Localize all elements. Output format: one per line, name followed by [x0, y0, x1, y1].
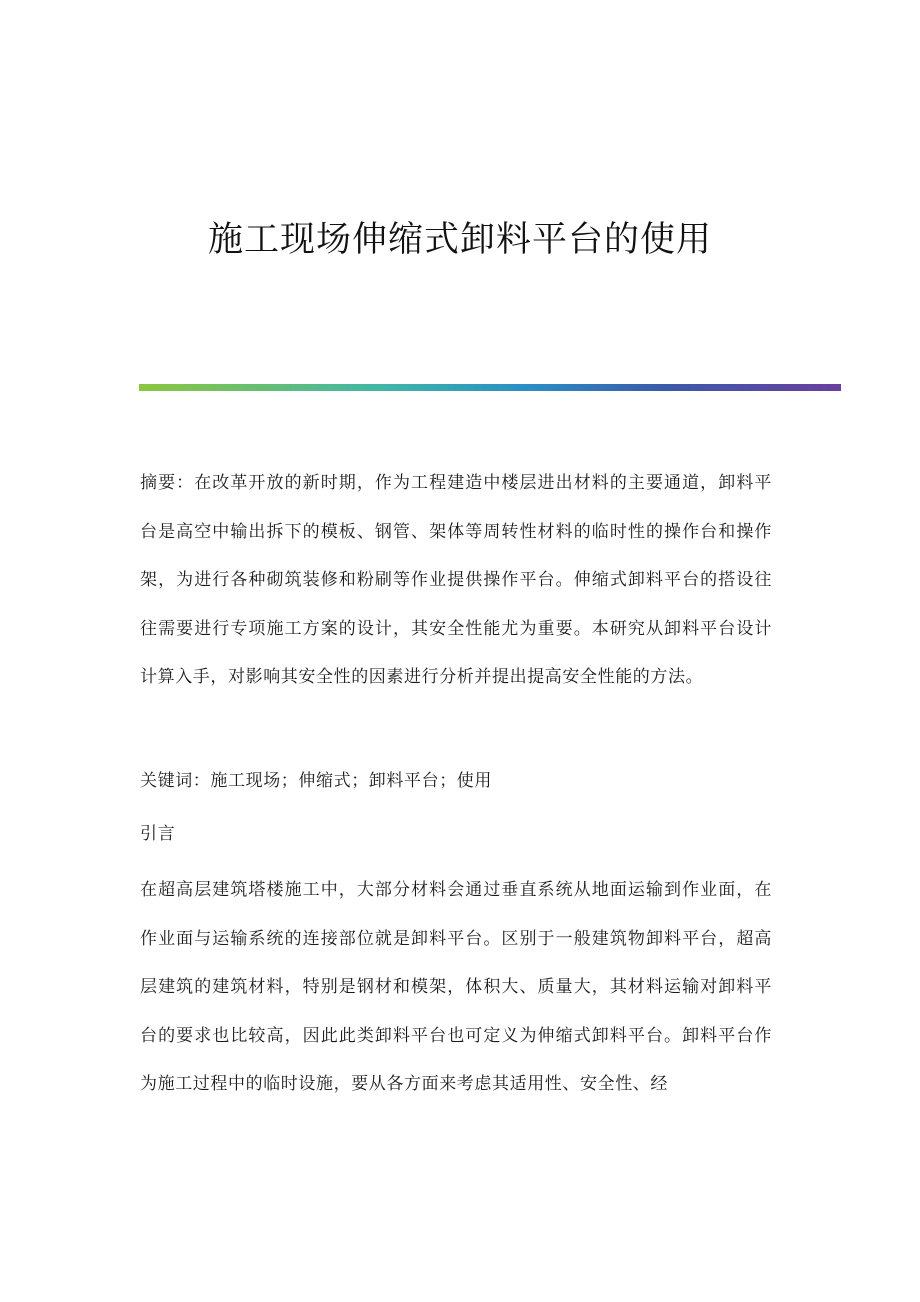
gradient-divider — [139, 384, 841, 391]
document-title: 施工现场伸缩式卸料平台的使用 — [207, 220, 712, 260]
abstract-paragraph: 摘要：在改革开放的新时期，作为工程建造中楼层进出材料的主要通道，卸料平台是高空中输出拆下的模板、钢管、架体等周转性材料的临时性的操作台和操作架，为进行各种砌筑装修和粉刷等作业提供操作平台。伸缩式卸料平台的搭设往往需要进行专项施工方案的设计，其安全性能尤为重要。本研究从卸料平台设计计算入手，对影响其安全性的因素进行分析并提出提高安全性能的方法。 — [140, 473, 772, 687]
keywords-line: 关键词：施工现场；伸缩式；卸料平台；使用 — [140, 771, 492, 791]
section-heading-intro: 引言 — [140, 824, 176, 844]
intro-paragraph: 在超高层建筑塔楼施工中，大部分材料会通过垂直系统从地面运输到作业面，在作业面与运输系统的连接部位就是卸料平台。区别于一般建筑物卸料平台，超高层建筑的建筑材料，特别是钢材和模架，体积大、质量大，其材料运输对卸料平台的要求也比较高，因此此类卸料平台也可定义为伸缩式卸料平台。卸料平台作为施工过程中的临时设施，要从各方面来考虑其适用性、安全性、经 — [140, 880, 772, 1094]
